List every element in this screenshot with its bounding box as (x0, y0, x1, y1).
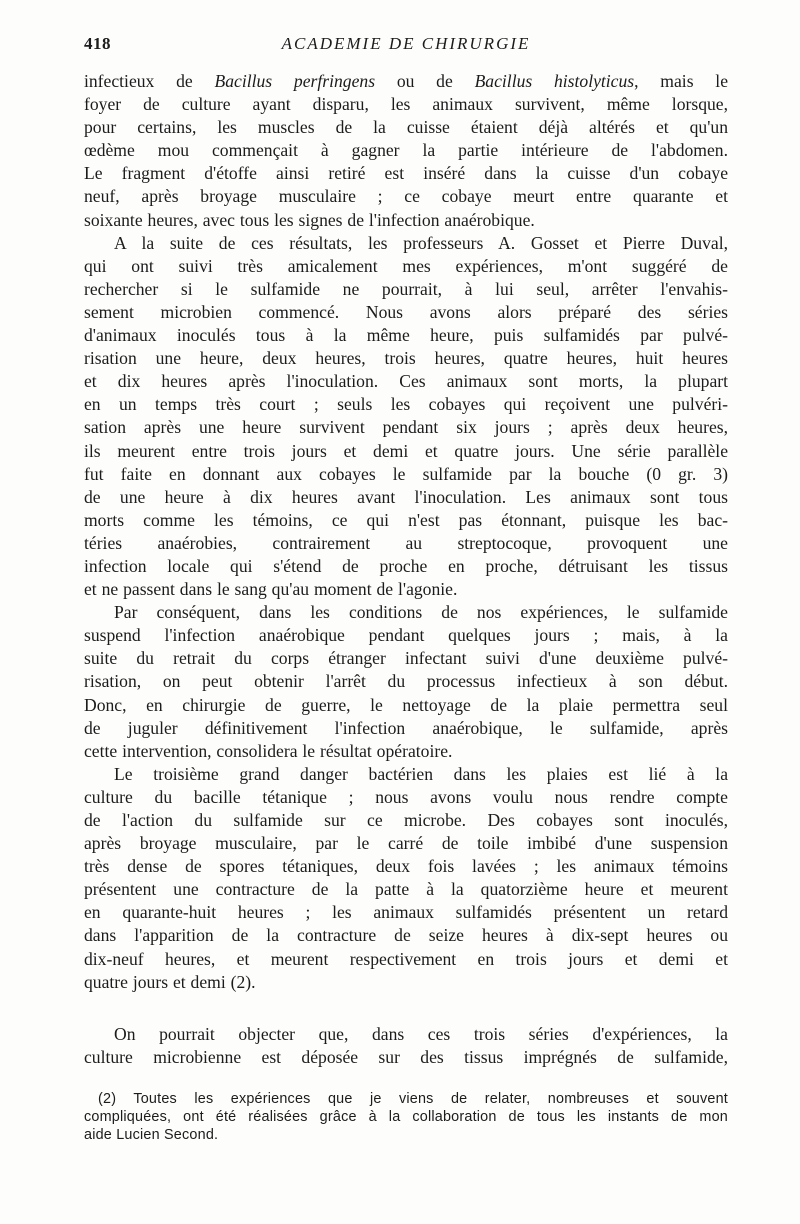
text-line: morts comme les témoins, ce qui n'est pas étonnant, puisque les bac- (84, 509, 728, 530)
paragraph-2 (84, 232, 728, 602)
text-line: sation après une heure survivent pendant six jours ; après deux heures, (84, 417, 728, 438)
text-line: et ne passent dans le sang qu'au moment de l'agonie. (84, 579, 458, 600)
text-line: culture du bacille tétanique ; nous avons voulu nous rendre compte (84, 786, 728, 807)
text-line: suspend l'infection anaérobique pendant quelques jours ; mais, à la (84, 625, 728, 646)
text-line: infection locale qui s'étend de proche en proche, détruisant les tissus (84, 555, 728, 576)
species-name-perfringens: Bacillus perfringens (214, 71, 376, 91)
footnote (84, 1090, 728, 1144)
text-line: sement microbien commencé. Nous avons alors préparé des séries (84, 301, 728, 322)
text-line: infectieux de Bacillus perfringens ou de Bacillus histolyticus, mais le (84, 71, 729, 91)
text-line: culture microbienne est déposée sur des tissus imprégnés de sulfamide, (84, 1046, 728, 1067)
text-line: en un temps très court ; seuls les cobayes qui reçoivent une pulvéri- (84, 394, 728, 415)
text-line: en quarante-huit heures ; les animaux sulfamidés présentent un retard (84, 902, 728, 923)
text-line: de une heure à dix heures avant l'inoculation. Les animaux sont tous (84, 486, 728, 507)
text-line: téries anaérobies, contrairement au streptocoque, provoquent une (84, 532, 728, 553)
text-line: présentent une contracture de la patte à la quatorzième heure et meurent (84, 879, 728, 900)
text-line: ils meurent entre trois jours et demi et quatre jours. Une série parallèle (84, 440, 728, 461)
text-line: foyer de culture ayant disparu, les animaux survivent, même lorsque, (84, 94, 728, 115)
paragraph-3 (84, 601, 728, 763)
text-line: pour certains, les muscles de la cuisse étaient déjà altérés et qu'un (84, 117, 728, 138)
text-line: œdème mou commençait à gagner la partie intérieure de l'abdomen. (84, 140, 728, 161)
paragraph-4 (84, 763, 728, 994)
text-line: Donc, en chirurgie de guerre, le nettoyage de la plaie permettra seul (84, 694, 728, 715)
footnote-line: aide Lucien Second. (84, 1127, 219, 1143)
text-line: Le fragment d'étoffe ainsi retiré est inséré dans la cuisse d'un cobaye (84, 163, 728, 184)
text-line: d'animaux inoculés tous à la même heure, puis sulfamidés par pulvé- (84, 325, 728, 346)
page-number: 418 (84, 34, 111, 53)
text-line: cette intervention, consolidera le résultat opératoire. (84, 740, 453, 761)
paragraph-5 (84, 1023, 728, 1069)
text-line: de juguler définitivement l'infection anaérobique, le sulfamide, après (84, 717, 728, 738)
text-line: On pourrait objecter que, dans ces trois séries d'expériences, la (114, 1023, 728, 1044)
text-line: dix-neuf heures, et meurent respectivement en trois jours et demi et (84, 948, 728, 969)
body-text (84, 70, 728, 1069)
text-line: quatre jours et demi (2). (84, 971, 256, 992)
footnote-line: compliquées, ont été réalisées grâce à la collaboration de tous les instants de mon (84, 1109, 728, 1125)
running-title: ACADEMIE DE CHIRURGIE (281, 34, 531, 53)
text-line: de l'action du sulfamide sur ce microbe. Des cobayes sont inoculés, (84, 810, 728, 830)
text-line: neuf, après broyage musculaire ; ce cobaye meurt entre quarante et (84, 186, 728, 207)
text-line: fut faite en donnant aux cobayes le sulfamide par la bouche (0 gr. 3) (84, 463, 728, 484)
text-line: après broyage musculaire, par le carré de toile imbibé d'une suspension (84, 833, 728, 854)
text-line: A la suite de ces résultats, les professeurs A. Gosset et Pierre Duval, (114, 232, 728, 253)
text-line: suite du retrait du corps étranger infectant suivi d'une deuxième pulvé- (84, 648, 728, 669)
text-line: Le troisième grand danger bactérien dans les plaies est lié à la (114, 763, 728, 784)
text-line: risation, on peut obtenir l'arrêt du processus infectieux à son début. (84, 671, 728, 692)
text-line: et dix heures après l'inoculation. Ces animaux sont morts, la plupart (84, 371, 728, 392)
species-name-histolyticus: Bacillus histolyticus (474, 71, 635, 91)
text-line: rechercher si le sulfamide ne pourrait, à lui seul, arrêter l'envahis- (84, 278, 728, 299)
paragraph-1 (84, 70, 728, 232)
text-line: très dense de spores tétaniques, deux fois lavées ; les animaux témoins (84, 856, 728, 877)
text-line: Par conséquent, dans les conditions de nos expériences, le sulfamide (114, 602, 728, 623)
text-line: dans l'apparition de la contracture de seize heures à dix-sept heures ou (84, 925, 728, 946)
text-line: risation une heure, deux heures, trois heures, quatre heures, huit heures (84, 348, 728, 369)
page-header (84, 34, 728, 58)
text-line: soixante heures, avec tous les signes de l'infection anaérobique. (84, 209, 535, 230)
text-line: qui ont suivi très amicalement mes expériences, m'ont suggéré de (84, 255, 728, 276)
footnote-line: (2) Toutes les expériences que je viens de relater, nombreuses et souvent (98, 1091, 728, 1107)
